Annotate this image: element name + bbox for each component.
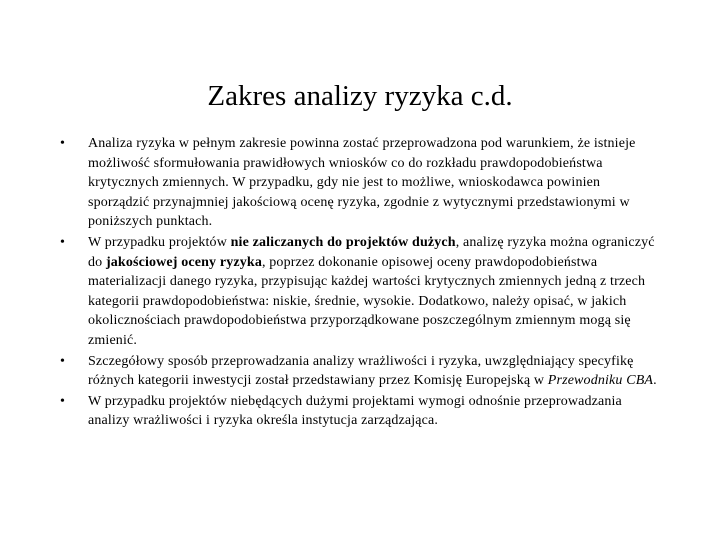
bullet-list (60, 134, 660, 432)
bullet-text (88, 354, 657, 389)
bullet-dot-icon: • (60, 393, 66, 409)
bullet-dot-icon: • (60, 136, 66, 151)
bullet-text-segment: W przypadku projektów (88, 234, 231, 250)
bullet-text (88, 136, 635, 229)
bullet-item-2 (60, 233, 660, 351)
bullet-text-segment: , poprzez dokonanie opisowej oceny prawdopodobieństwa materializacji danego ryzyka, przypisując każdej wartości krytycznych zmiennych jedną z trzech kategorii prawdopodobieństwa: niskie, średnie, wysokie. Dodatkowo, należy opisać, w jakich okolicznościach prawdopodobieństwa przyporządkowane poszczególnym zmiennym mogą się zmienić. (88, 254, 646, 348)
bullet-item-3 (60, 352, 660, 391)
bullet-text (88, 235, 655, 348)
bullet-text (88, 394, 622, 429)
bullet-text-segment: Analiza ryzyka w pełnym zakresie powinna zostać przeprowadzona pod warunkiem, że istnieje możliwość sformułowania prawidłowych wniosków co do rozkładu prawdopodobieństwa krytycznych zmiennych. W przypadku, gdy nie jest to możliwe, wnioskodawca powinien sporządzić przynajmniej jakościową ocenę ryzyka, zgodnie z wytycznymi przedstawionymi w poniższych punktach. (88, 136, 636, 230)
bullet-dot-icon: • (60, 353, 66, 369)
slide-title: Zakres analizy ryzyka c.d. (207, 80, 513, 112)
bullet-item-4 (60, 392, 660, 431)
bullet-text-segment: . (653, 373, 657, 389)
bullet-text-segment: , analizę ryzyka można ograniczyć do (88, 234, 655, 270)
bullet-text-emphasis: jakościowej oceny ryzyka (105, 254, 262, 270)
bullet-dot-icon: • (60, 234, 66, 250)
bullet-text-emphasis: nie zaliczanych do projektów dużych (230, 234, 456, 250)
bullet-text-segment: W przypadku projektów niebędących dużymi projektami wymogi odnośnie przeprowadzania analizy wrażliwości i ryzyka określa instytucja zarządzająca. (88, 393, 622, 429)
bullet-text-segment: Szczegółowy sposób przeprowadzania analizy wrażliwości i ryzyka, uwzględniający specyfikę różnych kategorii inwestycji został przedstawiany przez Komisję Europejską w (88, 353, 634, 389)
bullet-text-italic: Przewodniku CBA (547, 373, 654, 389)
bullet-item-1 (60, 134, 660, 232)
